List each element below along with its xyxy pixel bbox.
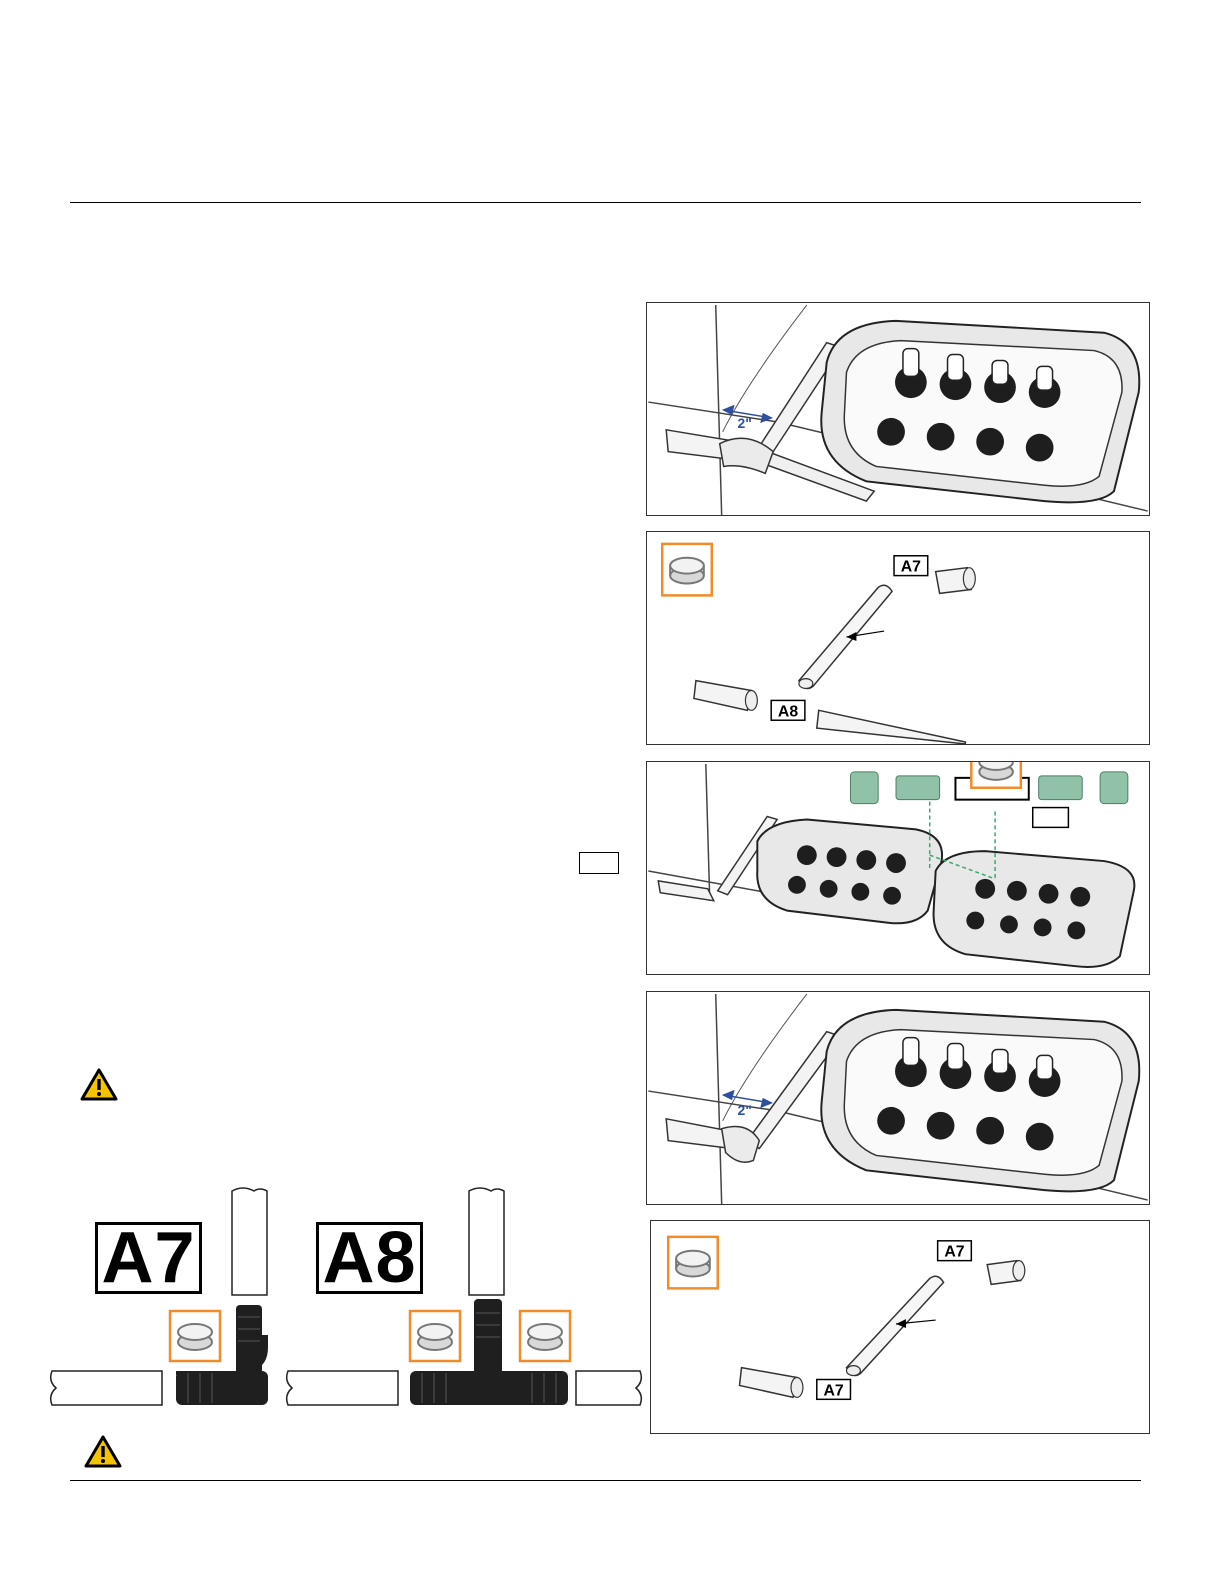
hose-clamp-icon [528,1324,562,1350]
hose-clamp-icon [418,1324,452,1350]
dimension-label: 2" [737,1101,752,1118]
legend-label-a8: A8 [316,1222,423,1294]
figure-3-two-manifolds [646,761,1150,975]
part-label-a7: A7 [900,558,922,576]
reference-box [579,852,619,874]
figure-2-parts-exploded [646,531,1150,745]
dimension-label: 2" [737,414,752,431]
figure-4-manifold-elbow [646,991,1150,1205]
hose-clamp-icon [670,558,704,584]
legend-label-a7: A7 [95,1222,202,1294]
warning-icon [80,1068,118,1102]
fitting-legend [48,1185,648,1410]
header-rule [70,202,1141,203]
hose-clamp-icon [979,762,1013,780]
part-label-a7: A7 [823,1382,844,1400]
hose-clamp-icon [676,1251,710,1277]
footer-rule [70,1480,1141,1481]
part-label-a8: A8 [777,703,799,721]
hose-clamp-icon [178,1324,212,1350]
figure-5-parts-exploded [650,1220,1150,1434]
figure-1-manifold-installed [646,302,1150,516]
part-label-a7: A7 [944,1243,965,1261]
warning-icon [84,1435,122,1469]
